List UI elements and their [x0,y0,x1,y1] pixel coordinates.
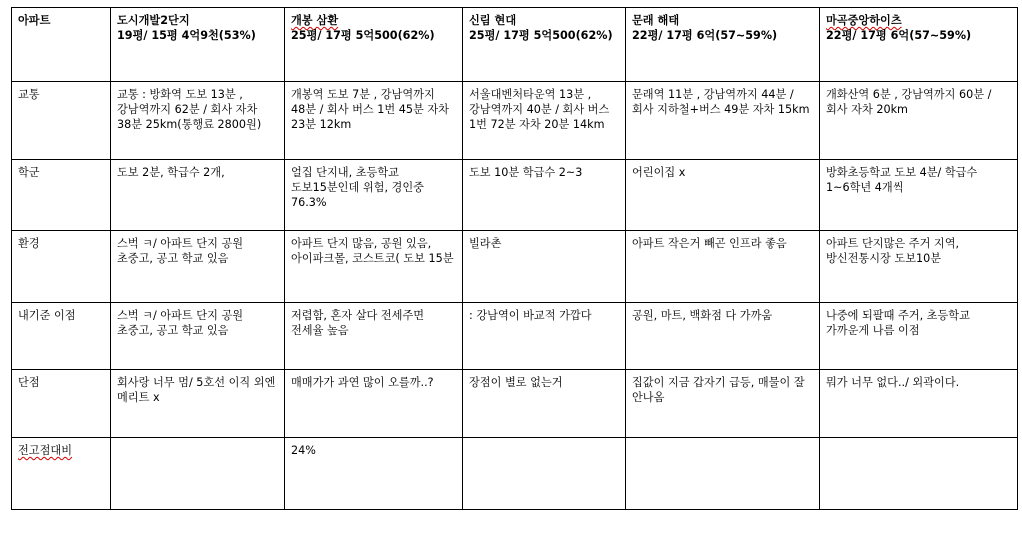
header-cell-sillim-hyundai[interactable] [463,8,626,82]
header-cell-gaebong-samhwan[interactable] [285,8,463,82]
table-cell[interactable]: 빌라촌 [463,231,626,303]
header-cell-mullae-haetae[interactable] [626,8,820,82]
table-cell[interactable]: 얼집 단지내, 초등학교 도보15분인데 위험, 경인중 76.3% [285,160,463,231]
table-cell[interactable]: 방화초등학교 도보 4분/ 학급수 1~6학년 4개씩 [820,160,1018,231]
table-cell[interactable]: 회사랑 너무 멈/ 5호선 이직 외엔 메리트 x [111,370,285,438]
table-cell[interactable]: 공원, 마트, 백화점 다 가까움 [626,303,820,370]
table-cell[interactable]: : 강남역이 바교적 가깝다 [463,303,626,370]
table-cell[interactable] [626,438,820,510]
table-cell[interactable]: 문래역 11분 , 강남역까지 44분 / 회사 지하철+버스 49분 자차 15km [626,82,820,160]
complex-price: 25평/ 17평 5억500(62%) [291,29,435,42]
complex-price: 25평/ 17평 5억500(62%) [469,29,613,42]
complex-name: 개봉 삼환 [291,14,339,27]
header-row [12,8,1018,82]
table-cell[interactable] [111,438,285,510]
table-cell[interactable]: 집값이 지금 갑자기 급등, 매물이 잘 안나옴 [626,370,820,438]
table-cell[interactable]: 아파트 단지 많음, 공원 있음, 아이파크몰, 코스트코( 도보 15분 [285,231,463,303]
complex-price: 22평/ 17평 6억(57~59%) [826,29,972,42]
complex-name: 문래 해태 [632,14,680,27]
header-cell-dosi-gaebal[interactable] [111,8,285,82]
table-cell[interactable]: 도보 2분, 학급수 2개, [111,160,285,231]
row-label-peak-comparison[interactable]: 전고점대비 [12,438,111,510]
table-cell[interactable]: 개봉역 도보 7분 , 강남역까지 48분 / 회사 버스 1번 45분 자차 23분 12km [285,82,463,160]
apartment-comparison-table [11,7,1018,510]
table-cell[interactable]: 아파트 단지많은 주거 지역, 방신전통시장 도보10분 [820,231,1018,303]
table-row-traffic [12,82,1018,160]
table-row-demerit [12,370,1018,438]
row-label-merit[interactable]: 내기준 이점 [12,303,111,370]
complex-price: 19평/ 15평 4억9천(53%) [117,29,256,42]
row-label-demerit[interactable]: 단점 [12,370,111,438]
table-row-peak-comparison [12,438,1018,510]
table-cell[interactable]: 스벅 ㅋ/ 아파트 단지 공원 초중고, 공고 학교 있음 [111,231,285,303]
row-label-school[interactable]: 학군 [12,160,111,231]
table-cell[interactable]: 아파트 작은거 빼곤 인프라 좋음 [626,231,820,303]
header-cell-magok-jungang[interactable] [820,8,1018,82]
table-row-merit [12,303,1018,370]
complex-price: 22평/ 17평 6억(57~59%) [632,29,778,42]
complex-name: 마곡중앙하이츠 [826,14,902,27]
table-cell[interactable]: 나중에 되팔때 주거, 초등학교 가까운게 나름 이점 [820,303,1018,370]
table-cell[interactable]: 24% [285,438,463,510]
table-cell[interactable]: 저렴함, 혼자 살다 전세주면 전세율 높음 [285,303,463,370]
table-row-school [12,160,1018,231]
row-label-environment[interactable]: 환경 [12,231,111,303]
table-cell[interactable]: 개화산역 6분 , 강남역까지 60분 / 회사 자차 20km [820,82,1018,160]
table-cell[interactable]: 뭐가 너무 없다../ 외곽이다. [820,370,1018,438]
complex-name: 도시개발2단지 [117,14,190,27]
table-cell[interactable] [463,438,626,510]
table-cell[interactable]: 매매가가 과연 많이 오를까..? [285,370,463,438]
table-cell[interactable]: 장점이 별로 없는거 [463,370,626,438]
table-cell[interactable]: 어린이집 x [626,160,820,231]
complex-name: 신림 현대 [469,14,517,27]
table-cell[interactable]: 스벅 ㅋ/ 아파트 단지 공원 초중고, 공고 학교 있음 [111,303,285,370]
table-cell[interactable] [820,438,1018,510]
header-label: 아파트 [18,14,51,27]
row-label-traffic[interactable]: 교통 [12,82,111,160]
table-cell[interactable]: 도보 10분 학급수 2~3 [463,160,626,231]
table-row-environment [12,231,1018,303]
table-cell[interactable]: 교통 : 방화역 도보 13분 , 강남역까지 62분 / 회사 자차 38분 25km(통행료 2800원) [111,82,285,160]
table-cell[interactable]: 서울대벤처타운역 13분 , 강남역까지 40분 / 회사 버스 1번 72분 자차 20분 14km [463,82,626,160]
header-cell-apartment[interactable] [12,8,111,82]
